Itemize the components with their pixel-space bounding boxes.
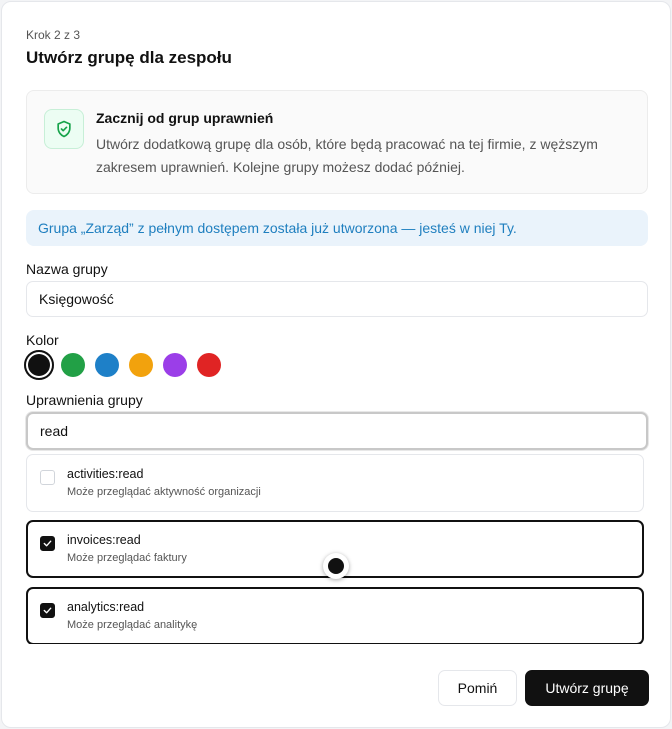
cursor-dot [328, 558, 344, 574]
permissions-list [26, 454, 648, 644]
permission-description: Może przeglądać faktury [67, 552, 187, 564]
color-swatch-blue[interactable] [95, 353, 119, 377]
color-swatch-purple[interactable] [163, 353, 187, 377]
checkbox-checked[interactable] [40, 536, 55, 551]
skip-button[interactable]: Pomiń [438, 670, 517, 706]
permission-name: activities:read [67, 467, 144, 481]
info-title: Zacznij od grup uprawnień [96, 110, 274, 126]
info-text: Utwórz dodatkową grupę dla osób, które będą pracować na tej firmie, z węższym zakresem uprawnień. Kolejne grupy możesz dodać później. [96, 136, 598, 175]
permission-description: Może przeglądać aktywność organizacji [67, 486, 261, 498]
permission-name: invoices:read [67, 533, 141, 547]
group-name-label: Nazwa grupy [26, 261, 108, 277]
permission-description: Może przeglądać analitykę [67, 619, 198, 631]
notice-text: Grupa „Zarząd” z pełnym dostępem została już utworzona — jesteś w niej Ty. [38, 220, 517, 236]
step-indicator: Krok 2 z 3 [26, 28, 81, 42]
dialog-title: Utwórz grupę dla zespołu [26, 48, 232, 67]
checkbox-checked[interactable] [40, 603, 55, 618]
info-box [26, 90, 648, 194]
checkbox[interactable] [40, 470, 55, 485]
color-swatch-black[interactable] [24, 350, 54, 380]
permission-name: analytics:read [67, 600, 145, 614]
color-swatch-orange[interactable] [129, 353, 153, 377]
mouse-cursor-indicator [323, 553, 349, 579]
check-icon [42, 538, 53, 549]
color-swatch-green[interactable] [61, 353, 85, 377]
permissions-label: Uprawnienia grupy [26, 392, 143, 408]
permission-item-analytics-read[interactable] [26, 587, 644, 644]
color-label: Kolor [26, 332, 59, 348]
permissions-search-input[interactable] [26, 412, 648, 450]
shield-check-icon [44, 109, 84, 149]
create-group-button[interactable]: Utwórz grupę [525, 670, 649, 706]
group-name-input[interactable] [26, 281, 648, 317]
notice-banner [26, 210, 648, 246]
color-swatch-red[interactable] [197, 353, 221, 377]
create-group-dialog [1, 1, 671, 728]
check-icon [42, 605, 53, 616]
permission-item-activities-read[interactable] [26, 454, 644, 512]
